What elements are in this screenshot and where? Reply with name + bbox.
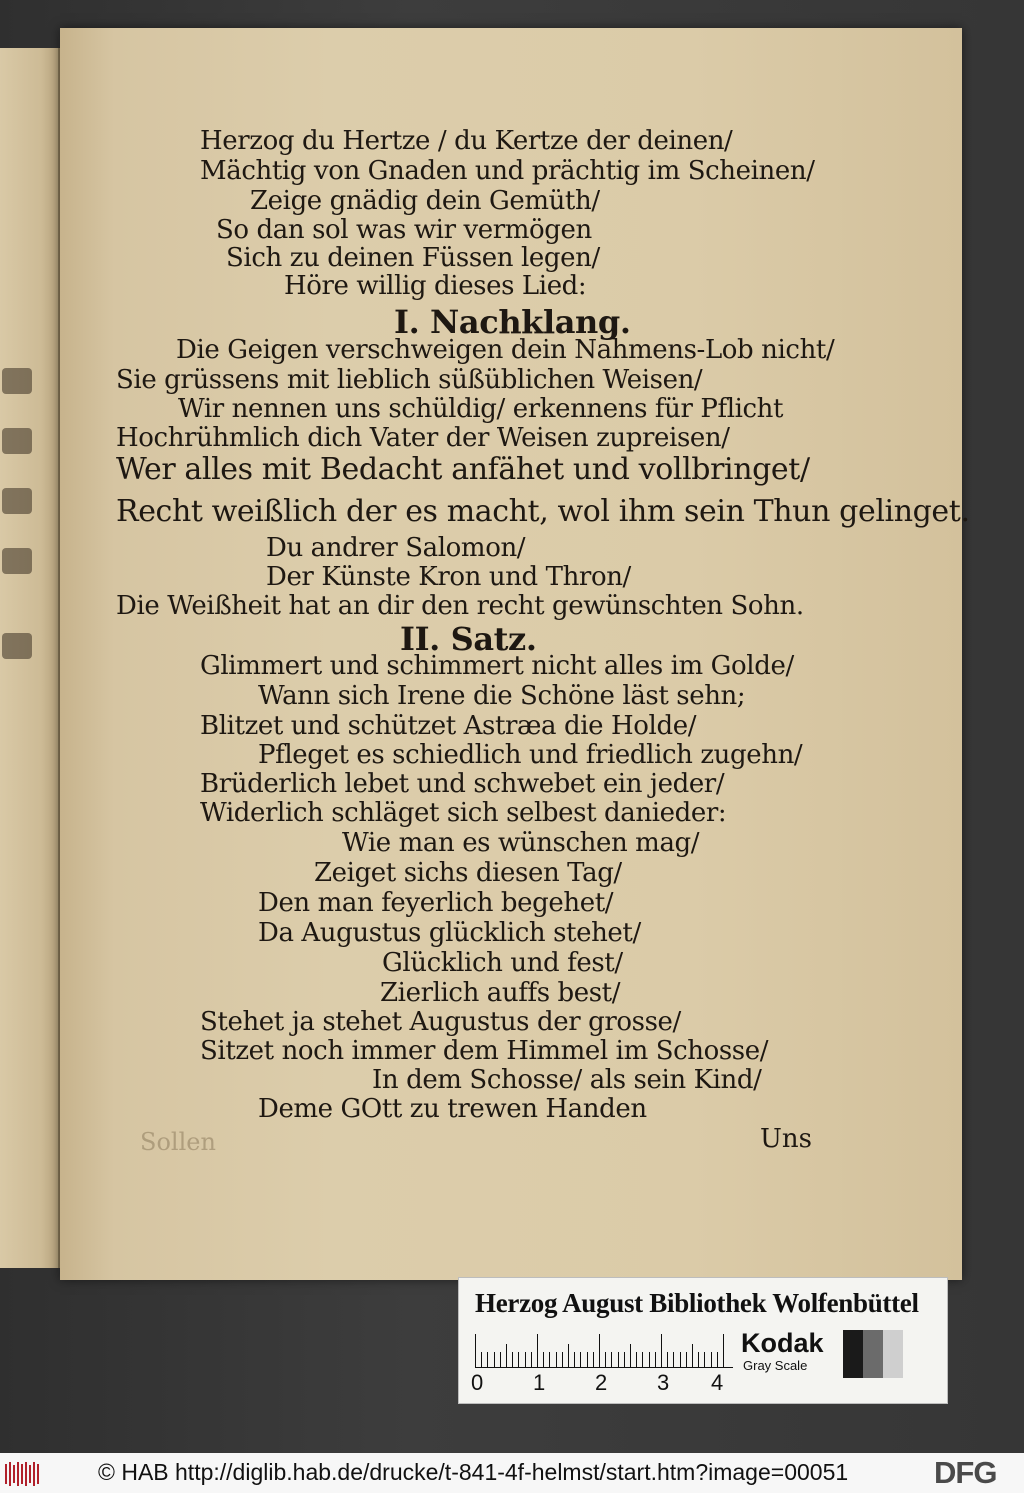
poem-line: Stehet ja stehet Augustus der grosse/	[200, 1007, 681, 1037]
ruler-tick	[673, 1352, 674, 1368]
ruler-tick	[494, 1352, 495, 1368]
ruler-tick	[704, 1352, 705, 1368]
ruler-tick	[692, 1344, 693, 1368]
poem-line: In dem Schosse/ als sein Kind/	[372, 1065, 762, 1095]
gray-swatch	[863, 1330, 883, 1378]
ruler-tick	[661, 1334, 662, 1368]
ruler-tick	[686, 1352, 687, 1368]
poem-line: Wir nennen uns schüldig/ erkennens für Pflicht	[178, 394, 784, 424]
adjacent-glyph	[2, 488, 32, 514]
gray-scale-label: Gray Scale	[743, 1358, 808, 1373]
ruler-tick	[537, 1334, 538, 1368]
copyright-link[interactable]: © HAB http://diglib.hab.de/drucke/t-841-4f-helmst/start.htm?image=00051	[98, 1459, 849, 1485]
footer-bar	[0, 1453, 1024, 1493]
ruler-tick	[556, 1352, 557, 1368]
poem-line: Wann sich Irene die Schöne läst sehn;	[258, 681, 746, 711]
poem-line: Höre willig dieses Lied:	[284, 271, 587, 301]
poem-line: Du andrer Salomon/	[266, 533, 526, 563]
poem-line: Die Weißheit hat an dir den recht gewünschten Sohn.	[116, 591, 804, 621]
poem-line: Der Künste Kron und Thron/	[266, 562, 631, 592]
ruler-number: 0	[471, 1370, 484, 1395]
ruler-tick	[525, 1352, 526, 1368]
ruler-tick	[580, 1352, 581, 1368]
ruler-tick	[518, 1352, 519, 1368]
adjacent-glyph	[2, 368, 32, 394]
poem-line: Herzog du Hertze / du Kertze der deinen/	[200, 126, 733, 156]
hab-barcode-logo-icon	[4, 1461, 44, 1487]
poem-line: Hochrühmlich dich Vater der Weisen zupreisen/	[116, 423, 730, 453]
adjacent-glyph	[2, 633, 32, 659]
ruler-tick	[711, 1352, 712, 1368]
ruler-tick	[723, 1334, 724, 1368]
poem-line: Wer alles mit Bedacht anfähet und vollbringet/	[116, 452, 810, 487]
poem-line: Mächtig von Gnaden und prächtig im Scheinen/	[200, 156, 815, 186]
section-heading: II. Satz.	[400, 620, 537, 658]
poem-line: Sitzet noch immer dem Himmel im Schosse/	[200, 1036, 769, 1066]
catchword: Uns	[760, 1124, 812, 1154]
bleed-through-text: Sollen	[140, 1128, 216, 1156]
ruler-tick	[487, 1352, 488, 1368]
ruler-tick	[543, 1352, 544, 1368]
poem-line: Widerlich schläget sich selbest danieder:	[200, 798, 727, 828]
adjacent-page-edge	[0, 48, 60, 1268]
ruler-tick	[593, 1352, 594, 1368]
ruler-tick	[611, 1352, 612, 1368]
ruler-tick	[574, 1352, 575, 1368]
poem-line: Pfleget es schiedlich und friedlich zugehn/	[258, 740, 803, 770]
ruler	[475, 1334, 733, 1368]
poem-line: Glücklich und fest/	[382, 948, 623, 978]
ruler-tick	[500, 1352, 501, 1368]
poem-line: Deme GOtt zu trewen Handen	[258, 1094, 647, 1124]
gray-swatch	[883, 1330, 903, 1378]
poem-line: So dan sol was wir vermögen	[216, 215, 592, 245]
adjacent-glyph	[2, 548, 32, 574]
ruler-tick	[531, 1352, 532, 1368]
ruler-number: 2	[595, 1370, 608, 1395]
ruler-number: 3	[657, 1370, 670, 1395]
ruler-tick	[655, 1352, 656, 1368]
section-heading: I. Nachklang.	[394, 303, 631, 341]
poem-line: Zeige gnädig dein Gemüth/	[250, 186, 600, 216]
poem-line: Glimmert und schimmert nicht alles im Golde/	[200, 651, 794, 681]
ruler-tick	[680, 1352, 681, 1368]
adjacent-glyph	[2, 428, 32, 454]
poem-line: Zierlich auffs best/	[380, 978, 621, 1008]
kodak-brand: Kodak	[741, 1328, 824, 1358]
gray-swatch	[843, 1330, 863, 1378]
library-title: Herzog August Bibliothek Wolfenbüttel	[475, 1288, 919, 1318]
ruler-tick	[549, 1352, 550, 1368]
poem-line: Die Geigen verschweigen dein Nahmens-Lob nicht/	[176, 335, 835, 365]
ruler-tick	[618, 1352, 619, 1368]
dfg-logo: DFG	[934, 1455, 997, 1490]
ruler-tick	[636, 1352, 637, 1368]
book-page	[60, 28, 970, 1280]
ruler-tick	[481, 1352, 482, 1368]
poem-line: Den man feyerlich begehet/	[258, 888, 614, 918]
ruler-tick	[642, 1352, 643, 1368]
poem-line: Sie grüssens mit lieblich süßüblichen Weisen/	[116, 365, 703, 395]
ruler-tick	[562, 1352, 563, 1368]
poem-line: Recht weißlich der es macht, wol ihm sein Thun gelinget.	[116, 494, 970, 529]
ruler-tick	[649, 1352, 650, 1368]
ruler-tick	[630, 1344, 631, 1368]
ruler-tick	[698, 1352, 699, 1368]
ruler-number: 1	[533, 1370, 546, 1395]
ruler-tick	[512, 1352, 513, 1368]
ruler-baseline	[475, 1367, 733, 1368]
poem-line: Sich zu deinen Füssen legen/	[226, 243, 600, 273]
ruler-tick	[624, 1352, 625, 1368]
ruler-number: 4	[711, 1370, 724, 1395]
ruler-tick	[587, 1352, 588, 1368]
gray-swatches	[843, 1330, 903, 1378]
poem-line: Zeiget sichs diesen Tag/	[314, 858, 622, 888]
ruler-tick	[599, 1334, 600, 1368]
color-scale-card	[458, 1277, 948, 1404]
ruler-tick	[475, 1334, 476, 1368]
ruler-tick	[568, 1344, 569, 1368]
poem-line: Wie man es wünschen mag/	[342, 828, 700, 858]
poem-line: Brüderlich lebet und schwebet ein jeder/	[200, 769, 725, 799]
ruler-tick	[506, 1344, 507, 1368]
ruler-tick	[605, 1352, 606, 1368]
poem-line: Da Augustus glücklich stehet/	[258, 918, 641, 948]
ruler-tick	[717, 1352, 718, 1368]
ruler-tick	[667, 1352, 668, 1368]
poem-line: Blitzet und schützet Astræa die Holde/	[200, 711, 697, 741]
